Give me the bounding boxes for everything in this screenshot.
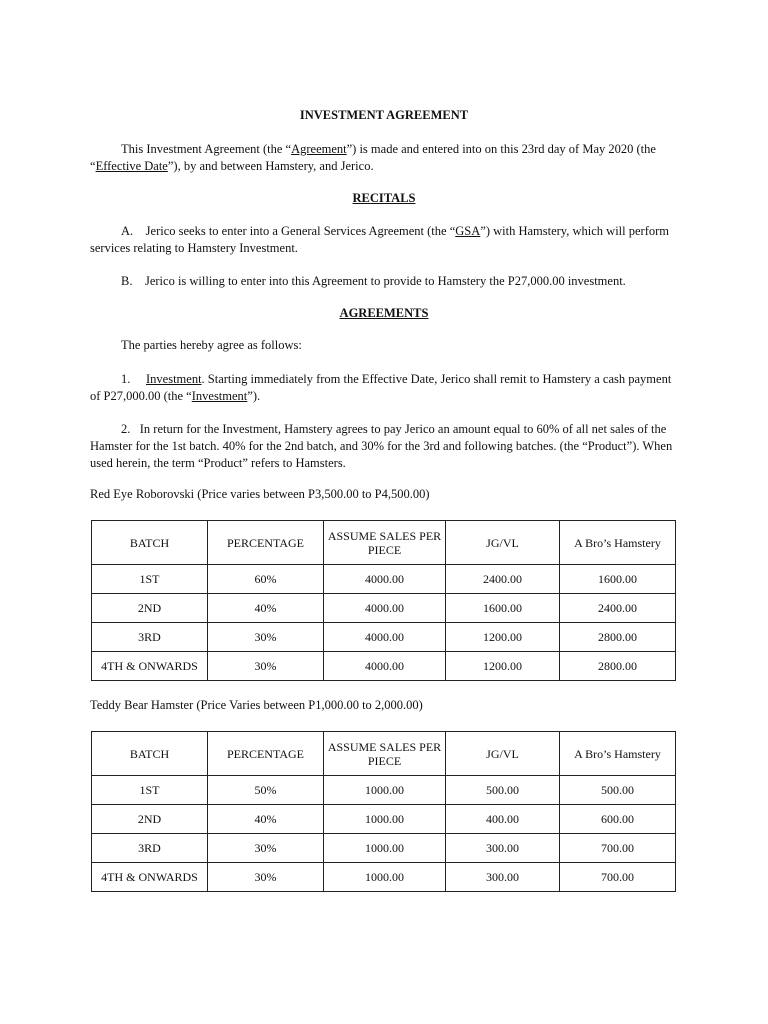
table1-caption: Red Eye Roborovski (Price varies between P3,500.00 to P4,500.00): [90, 487, 430, 501]
table-cell: 500.00: [560, 776, 676, 805]
table-cell: 4TH & ONWARDS: [92, 863, 208, 892]
table-cell: 2400.00: [446, 565, 560, 594]
table-cell: 4TH & ONWARDS: [92, 652, 208, 681]
table-cell: 30%: [208, 863, 324, 892]
table-cell: 1600.00: [560, 565, 676, 594]
table-cell: 3RD: [92, 623, 208, 652]
column-header: PERCENTAGE: [208, 732, 324, 776]
table-cell: 1000.00: [324, 805, 446, 834]
table-cell: 2800.00: [560, 623, 676, 652]
recital-b: B. Jerico is willing to enter into this Agreement to provide to Hamstery the P27,000.00 investment.: [121, 274, 626, 288]
table-cell: 2400.00: [560, 594, 676, 623]
table-header-row: [92, 732, 676, 776]
table-row: [92, 863, 676, 892]
table-cell: 2800.00: [560, 652, 676, 681]
table-row: [92, 776, 676, 805]
table-cell: 1ST: [92, 776, 208, 805]
table-row: [92, 565, 676, 594]
table-cell: 300.00: [446, 834, 560, 863]
table-cell: 700.00: [560, 863, 676, 892]
table-cell: 30%: [208, 652, 324, 681]
investment-heading: Investment: [146, 372, 202, 386]
table-cell: 3RD: [92, 834, 208, 863]
column-header: A Bro’s Hamstery: [560, 521, 676, 565]
column-header: ASSUME SALES PER PIECE: [324, 732, 446, 776]
gsa-term: GSA: [455, 224, 481, 238]
table-cell: 30%: [208, 834, 324, 863]
table-row: [92, 834, 676, 863]
table-cell: 4000.00: [324, 652, 446, 681]
column-header: BATCH: [92, 521, 208, 565]
table-cell: 1000.00: [324, 834, 446, 863]
table-cell: 50%: [208, 776, 324, 805]
table-cell: 40%: [208, 594, 324, 623]
table-cell: 2ND: [92, 805, 208, 834]
table-row: [92, 805, 676, 834]
table-cell: 2ND: [92, 594, 208, 623]
table-cell: 4000.00: [324, 565, 446, 594]
table-cell: 1600.00: [446, 594, 560, 623]
table-row: [92, 652, 676, 681]
column-header: ASSUME SALES PER PIECE: [324, 521, 446, 565]
table-cell: 1ST: [92, 565, 208, 594]
agreements-heading: AGREEMENTS: [339, 306, 429, 320]
table-cell: 700.00: [560, 834, 676, 863]
intro-paragraph: This Investment Agreement (the “Agreement”) is made and entered into on this 23rd day of May 2020 (the “Effective Date”), by and between Hamstery, and Jerico.: [90, 142, 656, 173]
table-cell: 4000.00: [324, 623, 446, 652]
teddy-bear-hamster-table: [91, 731, 676, 892]
column-header: BATCH: [92, 732, 208, 776]
table-row: [92, 623, 676, 652]
clause-1: 1. Investment. Starting immediately from the Effective Date, Jerico shall remit to Hamstery a cash payment of P27,000.00 (the “Investment”).: [90, 372, 672, 403]
table-cell: 1000.00: [324, 863, 446, 892]
recitals-heading: RECITALS: [352, 191, 416, 205]
column-header: JG/VL: [446, 732, 560, 776]
table-row: [92, 594, 676, 623]
table-cell: 400.00: [446, 805, 560, 834]
column-header: A Bro’s Hamstery: [560, 732, 676, 776]
document-title: INVESTMENT AGREEMENT: [299, 108, 469, 122]
table-cell: 40%: [208, 805, 324, 834]
table-cell: 1200.00: [446, 623, 560, 652]
table-cell: 4000.00: [324, 594, 446, 623]
table-header-row: [92, 521, 676, 565]
table-cell: 60%: [208, 565, 324, 594]
table-cell: 30%: [208, 623, 324, 652]
investment-term: Investment: [191, 389, 248, 403]
effective-date-term: Effective Date: [95, 159, 168, 173]
agreement-term: Agreement: [291, 142, 347, 156]
column-header: JG/VL: [446, 521, 560, 565]
table-cell: 1200.00: [446, 652, 560, 681]
table-cell: 300.00: [446, 863, 560, 892]
table-cell: 500.00: [446, 776, 560, 805]
recital-a: A. Jerico seeks to enter into a General Services Agreement (the “GSA”) with Hamstery, which will perform services relating to Hamstery Investment.: [90, 224, 670, 255]
red-eye-roborovski-table: [91, 520, 676, 681]
table-cell: 1000.00: [324, 776, 446, 805]
table2-caption: Teddy Bear Hamster (Price Varies between P1,000.00 to 2,000.00): [90, 698, 423, 712]
column-header: PERCENTAGE: [208, 521, 324, 565]
clause-2: 2. In return for the Investment, Hamstery agrees to pay Jerico an amount equal to 60% of all net sales of the Hamster for the 1st batch. 40% for the 2nd batch, and 30% for the 3rd and following batches. (the “Product”). When used herein, the term “Product” refers to Hamsters.: [90, 422, 673, 470]
table-cell: 600.00: [560, 805, 676, 834]
agreements-intro: The parties hereby agree as follows:: [121, 338, 302, 352]
